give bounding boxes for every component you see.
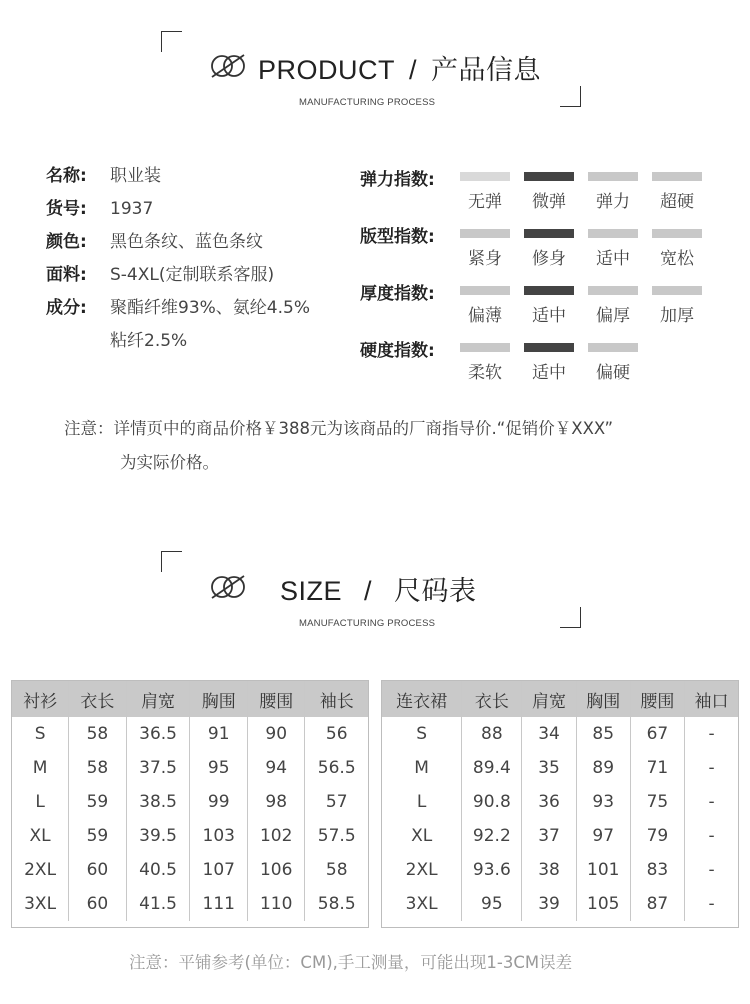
table-row <box>12 785 368 819</box>
index-level-bar <box>652 286 702 295</box>
product-info-row <box>46 259 310 292</box>
table-row <box>12 751 368 785</box>
index-option-label: 偏薄 <box>468 306 502 326</box>
table-cell: 38.5 <box>126 785 190 819</box>
table-cell: 38 <box>522 853 576 887</box>
table-cell: XL <box>12 819 69 853</box>
index-level-bar <box>524 286 574 295</box>
product-info-row <box>46 193 310 226</box>
table-cell: L <box>12 785 69 819</box>
table-cell: 94 <box>247 751 304 785</box>
index-option-label: 加厚 <box>660 306 694 326</box>
column-header: 衣长 <box>69 681 126 717</box>
table-cell: 89.4 <box>462 751 522 785</box>
dress-size-table-frame <box>381 680 739 928</box>
table-cell: 92.2 <box>462 819 522 853</box>
table-cell: 99 <box>190 785 247 819</box>
table-cell: 91 <box>190 717 247 751</box>
index-level-bar <box>460 229 510 238</box>
product-section-title <box>258 48 541 87</box>
table-cell: 93.6 <box>462 853 522 887</box>
table-cell: M <box>12 751 69 785</box>
table-cell: 97 <box>576 819 630 853</box>
index-level-bar <box>460 172 510 181</box>
table-cell: 39.5 <box>126 819 190 853</box>
table-cell: 60 <box>69 887 126 921</box>
table-cell: 85 <box>576 717 630 751</box>
table-row <box>12 819 368 853</box>
column-header: 袖口 <box>685 681 738 717</box>
index-option-label: 适中 <box>596 249 630 269</box>
index-level-bar <box>460 286 510 295</box>
table-cell: 90 <box>247 717 304 751</box>
index-option-label: 宽松 <box>660 249 694 269</box>
index-level-bar <box>588 286 638 295</box>
table-row <box>382 717 738 751</box>
table-cell: 58 <box>69 751 126 785</box>
table-cell: - <box>708 894 715 914</box>
index-level-bar <box>588 172 638 181</box>
index-label: 硬度指数: <box>360 341 435 361</box>
info-label: 面料: <box>46 265 87 285</box>
index-level-bar <box>524 343 574 352</box>
table-cell: 111 <box>190 887 247 921</box>
table-cell: L <box>382 785 462 819</box>
table-cell: 88 <box>462 717 522 751</box>
column-header: 腰围 <box>247 681 304 717</box>
table-row <box>382 785 738 819</box>
index-panel <box>360 165 720 395</box>
corner-bracket-bottom-right <box>560 86 581 107</box>
index-option-label: 适中 <box>532 306 566 326</box>
index-option-label: 超硬 <box>660 192 694 212</box>
title-cn: 产品信息 <box>431 55 542 85</box>
price-note-line1: 注意：详情页中的商品价格￥388元为该商品的厂商指导价.“促销价￥XXX” <box>64 419 614 438</box>
info-label: 货号: <box>46 199 87 219</box>
measurement-note: 注意：平铺参考(单位：CM),手工测量，可能出现1-3CM误差 <box>129 953 573 972</box>
title-cn: 尺码表 <box>394 576 477 606</box>
table-cell: 3XL <box>12 887 69 921</box>
table-cell: 95 <box>190 751 247 785</box>
info-value: S-4XL(定制联系客服) <box>110 265 275 285</box>
table-row <box>12 853 368 887</box>
index-option-label: 修身 <box>532 249 566 269</box>
info-value: 聚酯纤维93%、氨纶4.5% <box>110 298 310 318</box>
index-option-label: 微弹 <box>532 192 566 212</box>
table-row <box>12 887 368 921</box>
column-header: 衣长 <box>462 681 522 717</box>
table-cell: 3XL <box>382 887 462 921</box>
info-value: 1937 <box>110 199 154 219</box>
index-option-label: 紧身 <box>468 249 502 269</box>
index-option-label: 柔软 <box>468 363 502 383</box>
index-level-bar <box>460 343 510 352</box>
table-row <box>382 751 738 785</box>
table-cell: 90.8 <box>462 785 522 819</box>
table-cell: S <box>382 717 462 751</box>
table-cell: 59 <box>69 785 126 819</box>
index-option-label: 弹力 <box>596 192 630 212</box>
table-cell: 102 <box>247 819 304 853</box>
title-en: PRODUCT <box>258 55 395 85</box>
table-cell: 87 <box>630 887 684 921</box>
column-header: 肩宽 <box>126 681 190 717</box>
table-cell: 93 <box>576 785 630 819</box>
column-header: 胸围 <box>576 681 630 717</box>
size-section-title <box>280 569 477 608</box>
table-cell: 106 <box>247 853 304 887</box>
index-level-bar <box>588 343 638 352</box>
table-cell: - <box>708 826 715 846</box>
column-header: 腰围 <box>630 681 684 717</box>
table-cell: XL <box>382 819 462 853</box>
table-cell: 58 <box>69 717 126 751</box>
price-note-line2: 为实际价格。 <box>120 453 219 472</box>
table-row <box>382 819 738 853</box>
index-option-label: 偏厚 <box>596 306 630 326</box>
index-level-bar <box>524 229 574 238</box>
index-option-label: 无弹 <box>468 192 502 212</box>
table-cell: 37.5 <box>126 751 190 785</box>
slashed-circles-icon <box>208 52 248 80</box>
table-cell: 95 <box>462 887 522 921</box>
column-header: 衬衫 <box>12 681 69 717</box>
table-cell: 83 <box>630 853 684 887</box>
index-level-bar <box>652 229 702 238</box>
table-cell: 39 <box>522 887 576 921</box>
title-en: SIZE <box>280 576 343 606</box>
table-cell: S <box>12 717 69 751</box>
table-cell: - <box>708 860 715 880</box>
corner-bracket-top-left <box>161 551 182 572</box>
table-cell: 107 <box>190 853 247 887</box>
table-cell: 110 <box>247 887 304 921</box>
table-cell: 75 <box>630 785 684 819</box>
index-option-label: 适中 <box>532 363 566 383</box>
index-level-bar <box>588 229 638 238</box>
table-cell: 59 <box>69 819 126 853</box>
table-cell: 34 <box>522 717 576 751</box>
table-cell: - <box>708 724 715 744</box>
table-cell: 57 <box>325 792 348 812</box>
table-cell: 58.5 <box>317 894 356 914</box>
table-cell: 98 <box>247 785 304 819</box>
table-cell: 56 <box>325 724 348 744</box>
product-info-row <box>46 160 310 193</box>
title-separator: / <box>409 55 418 85</box>
dress-size-table <box>382 681 738 921</box>
column-header: 胸围 <box>190 681 247 717</box>
shirt-size-table-frame <box>11 680 369 928</box>
table-cell: 103 <box>190 819 247 853</box>
table-cell: 71 <box>630 751 684 785</box>
table-cell: 36.5 <box>126 717 190 751</box>
column-header: 连衣裙 <box>382 681 462 717</box>
info-value: 粘纤2.5% <box>110 331 188 351</box>
shirt-size-table <box>12 681 368 921</box>
table-cell: 40.5 <box>126 853 190 887</box>
info-value: 黑色条纹、蓝色条纹 <box>110 232 263 252</box>
table-cell: 2XL <box>382 853 462 887</box>
corner-bracket-bottom-right <box>560 607 581 628</box>
table-cell: 67 <box>630 717 684 751</box>
title-separator: / <box>364 576 373 606</box>
table-cell: 57.5 <box>317 826 356 846</box>
index-label: 版型指数: <box>360 227 435 247</box>
product-info-list <box>46 160 310 358</box>
slashed-circles-icon <box>208 573 248 601</box>
table-header-row <box>12 681 368 717</box>
index-option-label: 偏硬 <box>596 363 630 383</box>
table-row <box>382 887 738 921</box>
table-cell: 58 <box>325 860 348 880</box>
index-level-bar <box>524 172 574 181</box>
table-cell: 60 <box>69 853 126 887</box>
size-section-subtitle: MANUFACTURING PROCESS <box>299 618 436 629</box>
product-info-row <box>46 226 310 259</box>
info-label: 成分: <box>46 298 87 318</box>
product-info-row <box>46 325 310 358</box>
product-section-subtitle: MANUFACTURING PROCESS <box>299 97 436 108</box>
index-level-bar <box>652 172 702 181</box>
column-header: 袖长 <box>305 681 368 717</box>
table-cell: 41.5 <box>126 887 190 921</box>
table-cell: M <box>382 751 462 785</box>
table-cell: - <box>708 758 715 778</box>
info-value: 职业装 <box>110 166 161 186</box>
table-cell: - <box>708 792 715 812</box>
table-cell: 36 <box>522 785 576 819</box>
column-header: 肩宽 <box>522 681 576 717</box>
table-cell: 2XL <box>12 853 69 887</box>
info-label: 颜色: <box>46 232 87 252</box>
product-info-row <box>46 292 310 325</box>
index-label: 厚度指数: <box>360 284 435 304</box>
table-cell: 35 <box>522 751 576 785</box>
table-row <box>12 717 368 751</box>
table-cell: 101 <box>576 853 630 887</box>
table-cell: 37 <box>522 819 576 853</box>
info-label: 名称: <box>46 166 87 186</box>
table-cell: 89 <box>576 751 630 785</box>
table-row <box>382 853 738 887</box>
index-label: 弹力指数: <box>360 170 435 190</box>
table-cell: 79 <box>630 819 684 853</box>
table-header-row <box>382 681 738 717</box>
corner-bracket-top-left <box>161 31 182 52</box>
table-cell: 56.5 <box>317 758 356 778</box>
table-cell: 105 <box>576 887 630 921</box>
